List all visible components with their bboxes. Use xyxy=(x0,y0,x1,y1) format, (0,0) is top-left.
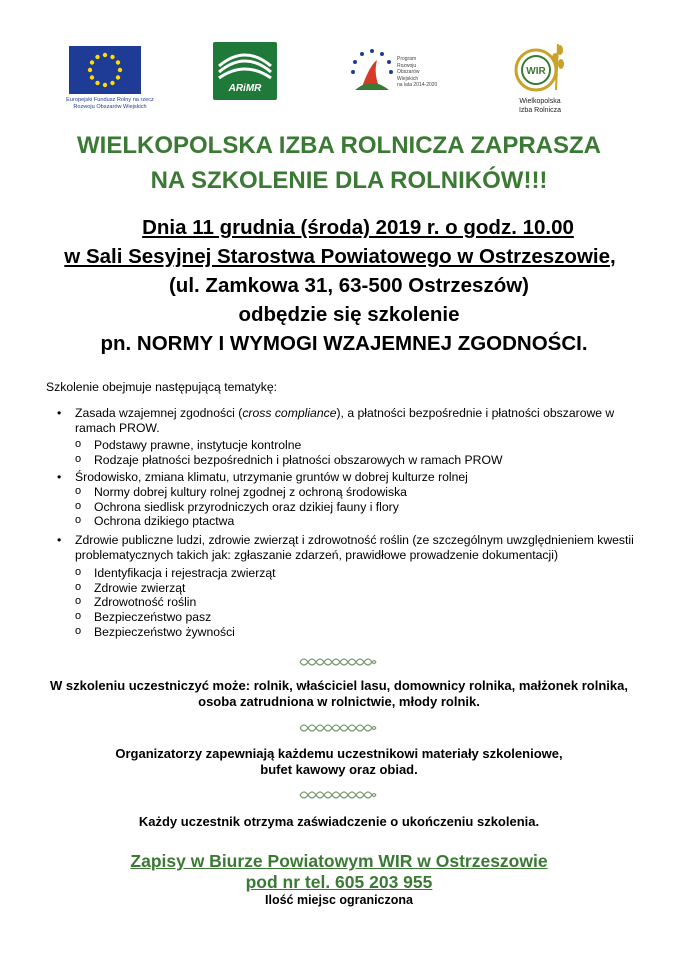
topic-text-pre: Zasada wzajemnej zgodności ( xyxy=(75,405,243,420)
event-date-text: Dnia 11 grudnia (środa) 2019 r. o godz. 10.00 xyxy=(142,216,574,239)
wir-caption xyxy=(500,98,580,115)
eu-logo xyxy=(55,46,165,111)
prow-caption-line: Program xyxy=(397,56,417,62)
title-line2: NA SZKOLENIE DLA ROLNIKÓW!!! xyxy=(150,167,548,194)
registration-contact xyxy=(0,851,678,893)
subtopic-item: o Zdrowie zwierząt xyxy=(75,581,646,596)
prow-logo xyxy=(347,46,457,106)
prow-caption-line: Obszarów xyxy=(397,69,420,75)
organizers-info xyxy=(0,746,678,778)
topic-item xyxy=(56,470,646,529)
title-line1: WIELKOPOLSKA IZBA ROLNICZA ZAPRASZA xyxy=(77,132,601,159)
topic-item xyxy=(56,406,646,468)
wir-logo xyxy=(500,38,580,123)
topics-section xyxy=(46,380,646,642)
prow-caption xyxy=(397,56,437,89)
subtopic-list xyxy=(75,566,646,640)
topic-text: Zdrowie publiczne ludzi, zdrowie zwierząt i zdrowotność roślin (ze szczególnym uwzględnieniem kwestii problematycznych takich jak: zgłaszanie zdarzeń, prawidłowe prowadzenie dokumentacji) xyxy=(75,533,634,562)
arimr-text: ARiMR xyxy=(228,83,262,94)
organizers-line2: bufet kawowy oraz obiad. xyxy=(260,762,418,777)
organizers-line1: Organizatorzy zapewniają każdemu uczestnikowi materiały szkoleniowe, xyxy=(115,746,563,761)
subtopic-item: o Ochrona dzikiego ptactwa xyxy=(75,514,646,529)
registration-phone: pod nr tel. 605 203 955 xyxy=(245,872,433,892)
subtopic-item: o Bezpieczeństwo żywności xyxy=(75,625,646,640)
prow-caption-line: Wiejskich xyxy=(397,75,419,82)
prow-caption-line: Rozwoju xyxy=(397,62,417,69)
subtopic-list xyxy=(75,485,646,529)
event-venue xyxy=(0,242,678,271)
prow-caption-line: na lata 2014-2020 xyxy=(397,82,438,88)
subtopic-item: o Zdrowotność roślin xyxy=(75,595,646,610)
ornament-divider-icon xyxy=(298,789,378,801)
wir-caption-line2: Izba Rolnicza xyxy=(518,106,562,114)
subtopic-item: o Bezpieczeństwo pasz xyxy=(75,610,646,625)
participants-info xyxy=(0,678,678,710)
topic-text-italic: cross compliance xyxy=(242,405,337,420)
eu-flag-icon xyxy=(69,46,141,94)
topic-text-post: ), a płatności bezpośrednie i płatności obszarowe w ramach PROW. xyxy=(75,405,615,435)
eu-caption-line2: Rozwoju Obszarów Wiejskich xyxy=(73,104,147,110)
wir-emblem-icon xyxy=(500,38,580,98)
certificate-info: Każdy uczestnik otrzyma zaświadczenie o ukończeniu szkolenia. xyxy=(138,814,540,829)
eu-caption-line1: Europejski Fundusz Rolny na rzecz xyxy=(66,97,154,103)
wir-caption-line1: Wielkopolska xyxy=(519,98,561,105)
wir-mark: WIR xyxy=(526,66,546,77)
invitation-title xyxy=(0,128,678,198)
subtopic-item: o Identyfikacja i rejestracja zwierząt xyxy=(75,566,646,581)
seats-limited-note: Ilość miejsc ograniczona xyxy=(265,893,413,907)
registration-office: Zapisy w Biurze Powiatowym WIR w Ostrzeszowie xyxy=(130,851,548,871)
event-address: (ul. Zamkowa 31, 63-500 Ostrzeszów) xyxy=(168,274,530,297)
prow-emblem-icon xyxy=(347,46,397,96)
event-details xyxy=(0,213,678,358)
arimr-logo xyxy=(213,42,277,100)
subtopic-item: o Normy dobrej kultury rolnej zgodnej z ochroną środowiska xyxy=(75,485,646,500)
topics-list xyxy=(46,406,646,640)
subtopic-item: o Podstawy prawne, instytucje kontrolne xyxy=(75,438,646,453)
event-training-name: pn. NORMY I WYMOGI WZAJEMNEJ ZGODNOŚCI. xyxy=(100,332,588,355)
logo-bar xyxy=(0,38,678,123)
event-date xyxy=(0,213,678,242)
participants-line2: osoba zatrudniona w rolnictwie, młody rolnik. xyxy=(198,694,480,709)
subtopic-item: o Rodzaje płatności bezpośrednich i płatności obszarowych w ramach PROW xyxy=(75,453,646,468)
event-venue-suffix: , xyxy=(610,245,616,268)
subtopic-list xyxy=(75,438,646,468)
event-announcement: odbędzie się szkolenie xyxy=(238,303,460,326)
topic-item xyxy=(56,533,646,640)
ornament-divider-icon xyxy=(298,722,378,734)
ornament-divider-icon xyxy=(298,656,378,668)
participants-line1: W szkoleniu uczestniczyć może: rolnik, właściciel lasu, domownicy rolnika, małżonek rolnika, xyxy=(50,678,628,693)
event-venue-text: w Sali Sesyjnej Starostwa Powiatowego w Ostrzeszowie xyxy=(64,245,610,268)
subtopic-item: o Ochrona siedlisk przyrodniczych oraz dzikiej fauny i flory xyxy=(75,500,646,515)
topic-text: Środowisko, zmiana klimatu, utrzymanie gruntów w dobrej kulturze rolnej xyxy=(75,469,468,484)
topics-intro: Szkolenie obejmuje następującą tematykę: xyxy=(46,380,278,394)
